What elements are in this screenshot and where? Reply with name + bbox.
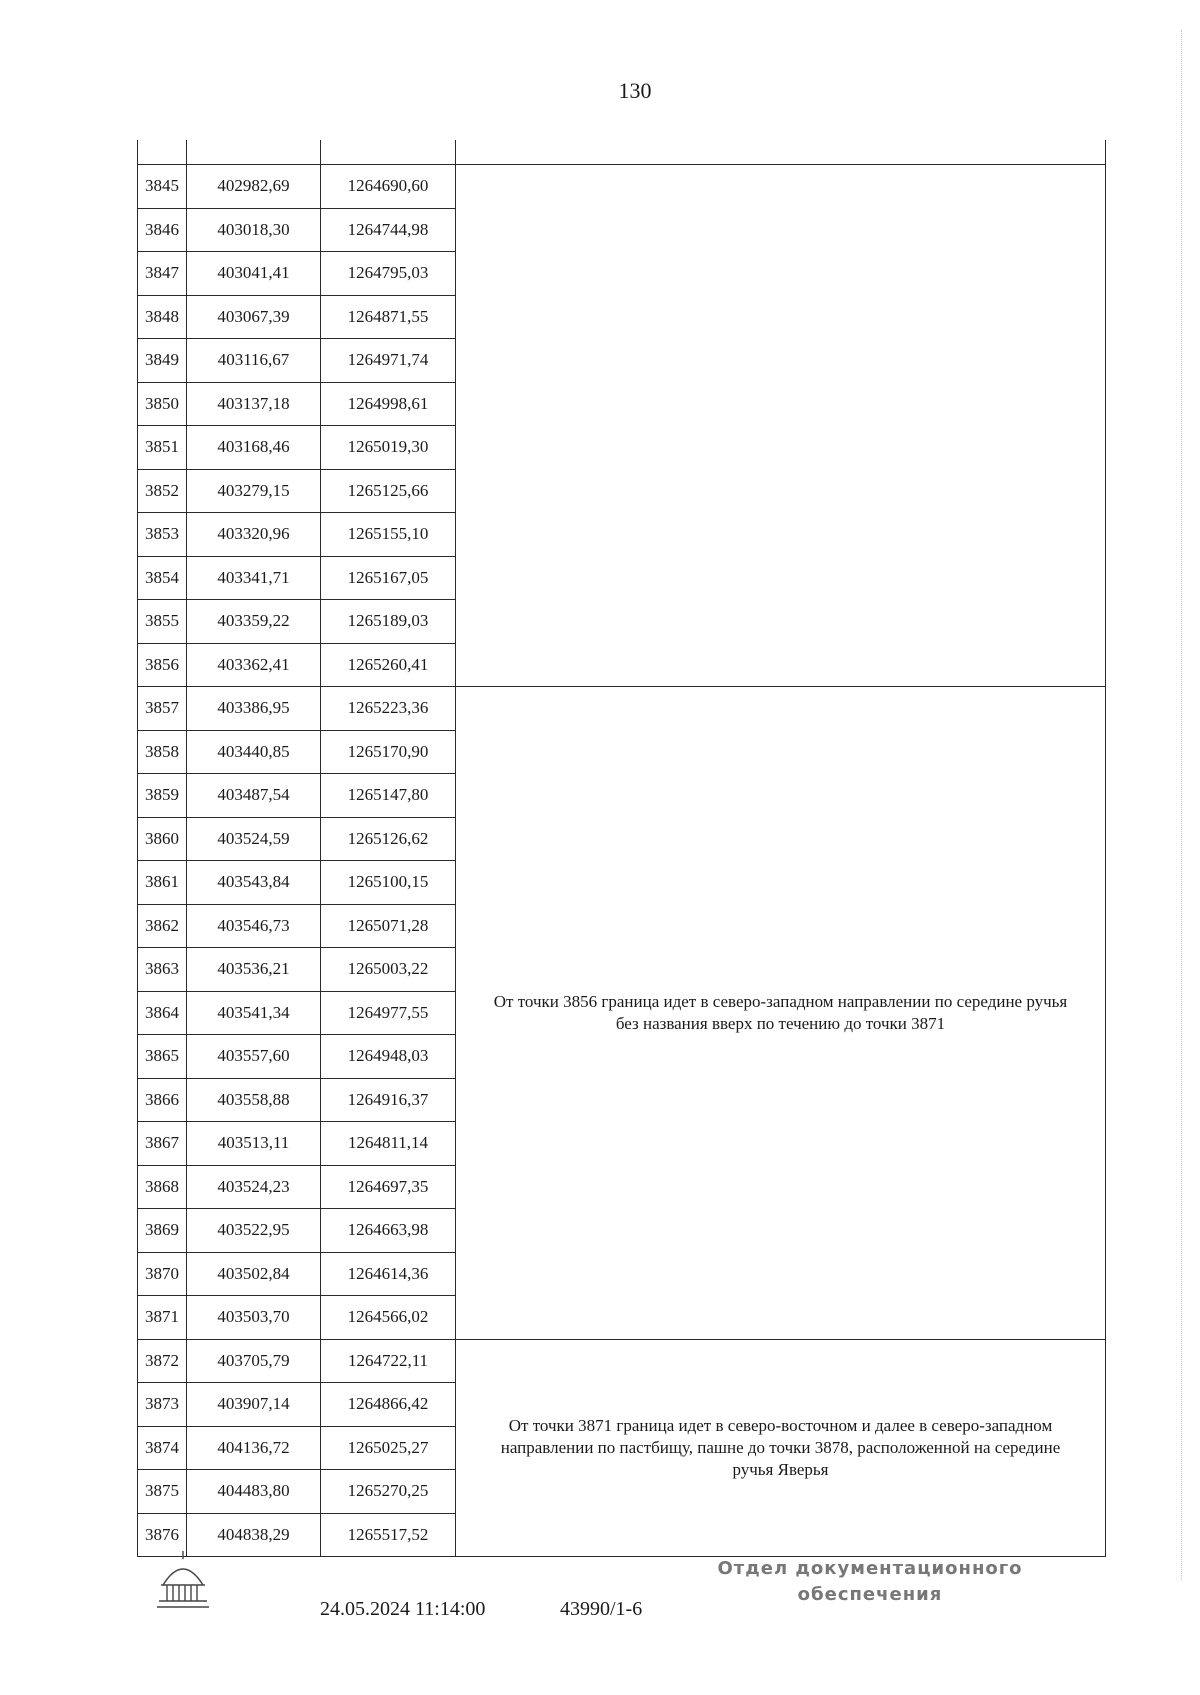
x-coordinate-cell: 403524,59 [187, 817, 321, 861]
boundary-description-cell [456, 165, 1106, 687]
continuation-cell [456, 140, 1106, 165]
x-coordinate-cell: 403116,67 [187, 339, 321, 383]
point-number-cell: 3845 [138, 165, 187, 209]
x-coordinate-cell: 403359,22 [187, 600, 321, 644]
point-number-cell: 3855 [138, 600, 187, 644]
x-coordinate-cell: 403168,46 [187, 426, 321, 470]
y-coordinate-cell: 1264916,37 [321, 1078, 456, 1122]
y-coordinate-cell: 1265003,22 [321, 948, 456, 992]
stamp-line-1: Отдел документационного [717, 1558, 1023, 1579]
archive-logo [153, 1545, 213, 1615]
x-coordinate-cell: 403543,84 [187, 861, 321, 905]
x-coordinate-cell: 404838,29 [187, 1513, 321, 1557]
boundary-description-text: От точки 3871 граница идет в северо-восточном и далее в северо-западном направлении по пастбищу, пашне до точки 3878, расположенной на середине ручья Яверья [500, 1415, 1061, 1479]
x-coordinate-cell: 403513,11 [187, 1122, 321, 1166]
point-number-cell: 3873 [138, 1383, 187, 1427]
point-number-cell: 3851 [138, 426, 187, 470]
x-coordinate-cell: 403320,96 [187, 513, 321, 557]
y-coordinate-cell: 1264722,11 [321, 1339, 456, 1383]
boundary-description-cell [456, 1339, 1106, 1557]
point-number-cell: 3871 [138, 1296, 187, 1340]
point-number-cell: 3853 [138, 513, 187, 557]
point-number-cell: 3858 [138, 730, 187, 774]
x-coordinate-cell: 403536,21 [187, 948, 321, 992]
point-number-cell: 3866 [138, 1078, 187, 1122]
point-number-cell: 3876 [138, 1513, 187, 1557]
y-coordinate-cell: 1264614,36 [321, 1252, 456, 1296]
x-coordinate-cell: 404136,72 [187, 1426, 321, 1470]
y-coordinate-cell: 1264690,60 [321, 165, 456, 209]
point-number-cell: 3848 [138, 295, 187, 339]
point-number-cell: 3864 [138, 991, 187, 1035]
point-number-cell: 3850 [138, 382, 187, 426]
y-coordinate-cell: 1265155,10 [321, 513, 456, 557]
point-number-cell: 3875 [138, 1470, 187, 1514]
point-number-cell: 3846 [138, 208, 187, 252]
point-number-cell: 3847 [138, 252, 187, 296]
point-number-cell: 3852 [138, 469, 187, 513]
x-coordinate-cell: 403557,60 [187, 1035, 321, 1079]
y-coordinate-cell: 1265517,52 [321, 1513, 456, 1557]
x-coordinate-cell: 403041,41 [187, 252, 321, 296]
boundary-description-cell [456, 687, 1106, 1340]
x-coordinate-cell: 403503,70 [187, 1296, 321, 1340]
point-number-cell: 3857 [138, 687, 187, 731]
y-coordinate-cell: 1264948,03 [321, 1035, 456, 1079]
point-number-cell: 3863 [138, 948, 187, 992]
point-number-cell: 3872 [138, 1339, 187, 1383]
stamp-line-2: обеспечения [797, 1584, 943, 1605]
y-coordinate-cell: 1265147,80 [321, 774, 456, 818]
point-number-cell: 3869 [138, 1209, 187, 1253]
y-coordinate-cell: 1265170,90 [321, 730, 456, 774]
table-continuation-row [138, 140, 1106, 165]
x-coordinate-cell: 403279,15 [187, 469, 321, 513]
y-coordinate-cell: 1264971,74 [321, 339, 456, 383]
continuation-cell [321, 140, 456, 165]
point-number-cell: 3860 [138, 817, 187, 861]
x-coordinate-cell: 403341,71 [187, 556, 321, 600]
table-row [138, 687, 1106, 731]
x-coordinate-cell: 403524,23 [187, 1165, 321, 1209]
y-coordinate-cell: 1264998,61 [321, 382, 456, 426]
y-coordinate-cell: 1264795,03 [321, 252, 456, 296]
x-coordinate-cell: 403386,95 [187, 687, 321, 731]
y-coordinate-cell: 1265260,41 [321, 643, 456, 687]
y-coordinate-cell: 1264744,98 [321, 208, 456, 252]
y-coordinate-cell: 1265019,30 [321, 426, 456, 470]
y-coordinate-cell: 1264811,14 [321, 1122, 456, 1166]
point-number-cell: 3849 [138, 339, 187, 383]
page-number: 130 [618, 78, 652, 103]
y-coordinate-cell: 1265189,03 [321, 600, 456, 644]
continuation-cell [138, 140, 187, 165]
point-number-cell: 3859 [138, 774, 187, 818]
footer-document-code: 43990/1-6 [560, 1598, 643, 1620]
y-coordinate-cell: 1265100,15 [321, 861, 456, 905]
x-coordinate-cell: 403522,95 [187, 1209, 321, 1253]
point-number-cell: 3854 [138, 556, 187, 600]
point-number-cell: 3856 [138, 643, 187, 687]
y-coordinate-cell: 1265270,25 [321, 1470, 456, 1514]
coordinates-table [137, 140, 1106, 1557]
scan-edge-marks [1181, 30, 1192, 1580]
continuation-cell [187, 140, 321, 165]
table-row [138, 1339, 1106, 1383]
point-number-cell: 3867 [138, 1122, 187, 1166]
point-number-cell: 3865 [138, 1035, 187, 1079]
x-coordinate-cell: 403362,41 [187, 643, 321, 687]
x-coordinate-cell: 404483,80 [187, 1470, 321, 1514]
x-coordinate-cell: 403067,39 [187, 295, 321, 339]
footer-date: 24.05.2024 11:14:00 [320, 1598, 486, 1620]
y-coordinate-cell: 1264866,42 [321, 1383, 456, 1427]
y-coordinate-cell: 1264663,98 [321, 1209, 456, 1253]
y-coordinate-cell: 1264566,02 [321, 1296, 456, 1340]
y-coordinate-cell: 1265025,27 [321, 1426, 456, 1470]
x-coordinate-cell: 403541,34 [187, 991, 321, 1035]
x-coordinate-cell: 403907,14 [187, 1383, 321, 1427]
point-number-cell: 3861 [138, 861, 187, 905]
x-coordinate-cell: 403502,84 [187, 1252, 321, 1296]
table-row [138, 165, 1106, 209]
point-number-cell: 3868 [138, 1165, 187, 1209]
y-coordinate-cell: 1265223,36 [321, 687, 456, 731]
x-coordinate-cell: 403018,30 [187, 208, 321, 252]
y-coordinate-cell: 1265126,62 [321, 817, 456, 861]
y-coordinate-cell: 1264977,55 [321, 991, 456, 1035]
point-number-cell: 3870 [138, 1252, 187, 1296]
x-coordinate-cell: 403137,18 [187, 382, 321, 426]
y-coordinate-cell: 1264697,35 [321, 1165, 456, 1209]
x-coordinate-cell: 403440,85 [187, 730, 321, 774]
y-coordinate-cell: 1265167,05 [321, 556, 456, 600]
boundary-description-text: От точки 3856 граница идет в северо-западном направлении по середине ручья без названия вверх по течению до точки 3871 [493, 991, 1068, 1033]
y-coordinate-cell: 1265125,66 [321, 469, 456, 513]
x-coordinate-cell: 402982,69 [187, 165, 321, 209]
x-coordinate-cell: 403546,73 [187, 904, 321, 948]
x-coordinate-cell: 403558,88 [187, 1078, 321, 1122]
x-coordinate-cell: 403487,54 [187, 774, 321, 818]
x-coordinate-cell: 403705,79 [187, 1339, 321, 1383]
department-stamp [700, 1556, 1040, 1608]
point-number-cell: 3862 [138, 904, 187, 948]
point-number-cell: 3874 [138, 1426, 187, 1470]
y-coordinate-cell: 1265071,28 [321, 904, 456, 948]
y-coordinate-cell: 1264871,55 [321, 295, 456, 339]
